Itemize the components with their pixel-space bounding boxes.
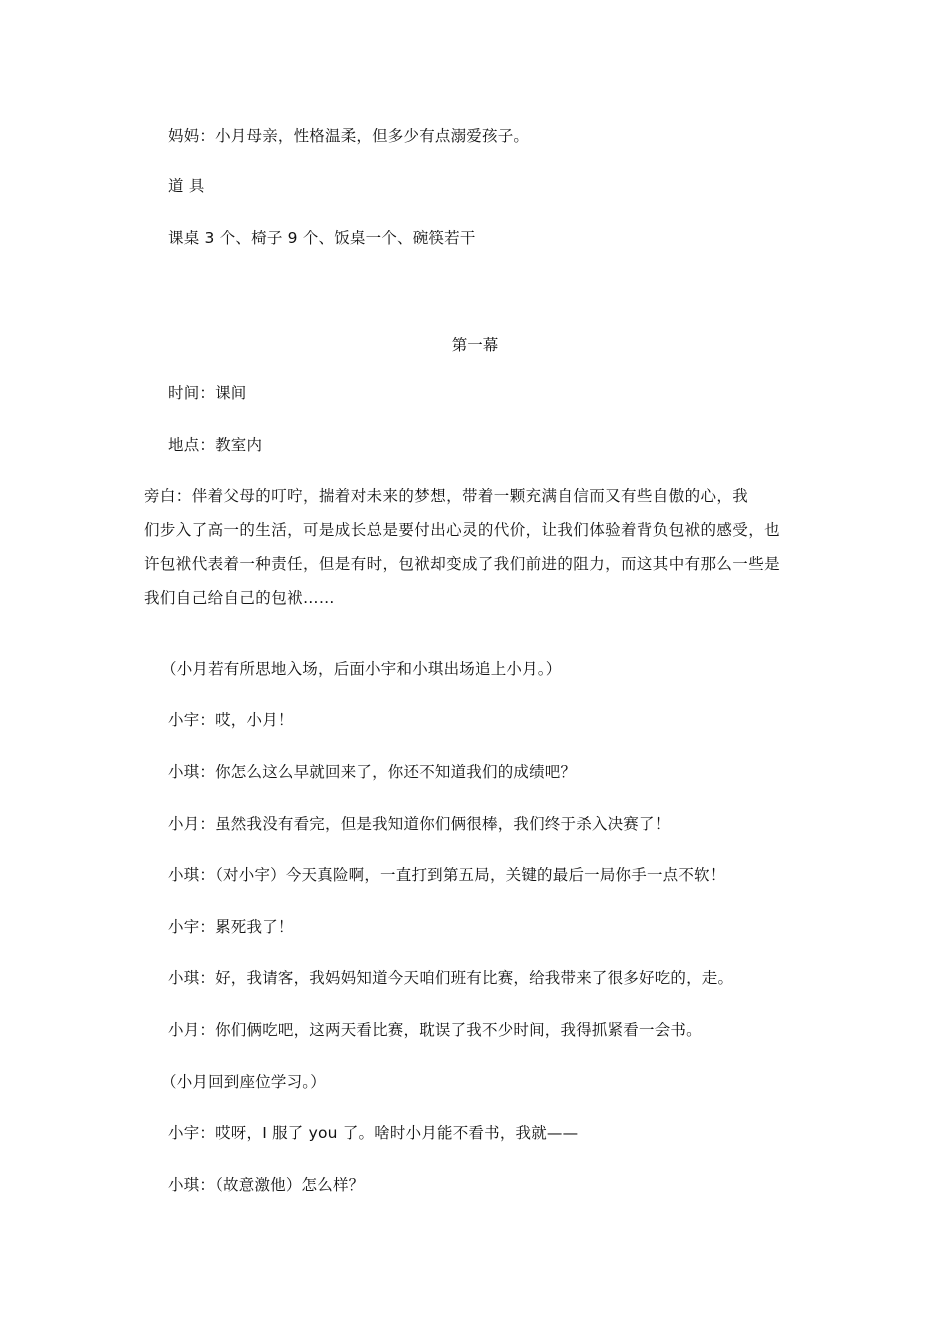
- dialogue-line: 小宇：哎，小月！: [168, 711, 294, 729]
- dialogue-line: 小月：虽然我没有看完，但是我知道你们俩很棒，我们终于杀入决赛了！: [168, 815, 671, 833]
- narration-line: 我们自己给自己的包袱……: [144, 589, 335, 607]
- dialogue-line: 小月：你们俩吃吧，这两天看比赛，耽误了我不少时间，我得抓紧看一会书。: [168, 1021, 702, 1039]
- character-mother-line: 妈妈：小月母亲，性格温柔，但多少有点溺爱孩子。: [168, 127, 530, 145]
- narration-line: 许包袱代表着一种责任，但是有时，包袱却变成了我们前进的阻力，而这其中有那么一些是: [144, 555, 781, 573]
- dialogue-line: 小琪：好，我请客，我妈妈知道今天咱们班有比赛，给我带来了很多好吃的，走。: [168, 969, 734, 987]
- stage-direction: （小月若有所思地入场，后面小宇和小琪出场追上小月。）: [161, 660, 562, 678]
- narration-paragraph: [144, 479, 806, 615]
- props-heading: 道 具: [168, 177, 205, 195]
- dialogue-line: 小琪：（故意激他）怎么样？: [168, 1176, 365, 1194]
- narration-line: 旁白：伴着父母的叮咛，揣着对未来的梦想，带着一颗充满自信而又有些自傲的心，我: [144, 487, 749, 505]
- scene-place: 地点：教室内: [168, 436, 263, 454]
- stage-direction: （小月回到座位学习。）: [161, 1073, 326, 1091]
- props-list: 课桌 3 个、椅子 9 个、饭桌一个、碗筷若干: [168, 229, 476, 247]
- act-title: 第一幕: [451, 336, 499, 354]
- dialogue-line: 小宇：哎呀，I 服了 you 了。啥时小月能不看书，我就——: [168, 1124, 579, 1142]
- dialogue-line: 小琪：（对小宇）今天真险啊，一直打到第五局，关键的最后一局你手一点不软！: [168, 866, 726, 884]
- scene-time: 时间：课间: [168, 384, 247, 402]
- dialogue-line: 小宇：累死我了！: [168, 918, 294, 936]
- narration-line: 们步入了高一的生活，可是成长总是要付出心灵的代价，让我们体验着背负包袱的感受，也: [144, 521, 781, 539]
- dialogue-line: 小琪：你怎么这么早就回来了，你还不知道我们的成绩吧？: [168, 763, 577, 781]
